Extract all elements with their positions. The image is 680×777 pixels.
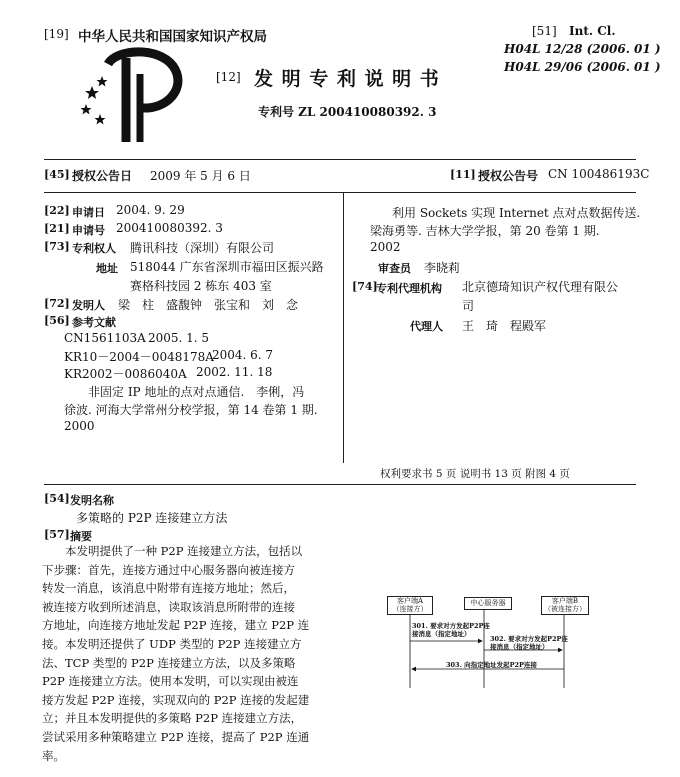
examiner-value: 李晓莉 — [424, 261, 461, 275]
grant-no-tag: [11] — [450, 168, 476, 181]
agency-line-2: 司 — [462, 299, 475, 313]
client-a-name: 客户端A — [396, 597, 424, 605]
patent-number: 专利号 ZL 200410080392. 3 — [258, 105, 437, 119]
rule-grant — [44, 192, 636, 193]
office-tag: [19] — [44, 27, 69, 41]
ref-text-left-3: 2000 — [64, 419, 95, 433]
ref-text-left-1: 非固定 IP 地址的点对点通信. 李俐，冯 — [88, 385, 305, 399]
grant-no-label: 授权公告号 — [478, 169, 539, 183]
inventor-label: 发明人 — [72, 299, 105, 312]
ref-text-right-2: 梁海勇等. 吉林大学学报，第 20 卷第 1 期. — [370, 224, 600, 238]
refs-label: 参考文献 — [72, 316, 116, 329]
ref-text-left-2: 徐波. 河海大学常州分校学报，第 14 卷第 1 期. — [64, 403, 318, 417]
agent-value: 王 琦 程殿军 — [462, 319, 547, 333]
client-b-box — [541, 596, 589, 615]
owner-value: 腾讯科技（深圳）有限公司 — [130, 241, 275, 255]
appno-tag: [21] — [44, 222, 70, 235]
abstract-line: 法、TCP 类型的 P2P 连接建立方法，以及多策略 — [42, 655, 296, 670]
rule-bottom — [44, 484, 636, 485]
abstract-tag: [57] — [44, 528, 70, 541]
abstract-line: 下步骤：首先，连接方通过中心服务器向被连接方 — [42, 562, 295, 577]
cnipa-logo-icon — [78, 44, 198, 144]
title-label: 发明名称 — [70, 494, 114, 507]
server-name: 中心服务器 — [470, 599, 506, 607]
abstract-line: 率。 — [42, 748, 65, 763]
abstract-line: 方地址，向连接方地址发起 P2P 连接，建立 P2P 连 — [42, 618, 310, 633]
abstract-line: 被连接方收到所述消息，读取该消息所附带的连接 — [42, 599, 295, 614]
address-line-1: 518044 广东省深圳市福田区振兴路 — [130, 260, 324, 274]
abstract-line: 接方发起 P2P 连接，实现双向的 P2P 连接的发起建 — [42, 692, 310, 707]
inventor-tag: [72] — [44, 297, 70, 310]
abstract-line: 尝试采用多种策略建立 P2P 连接，提高了 P2P 连通 — [42, 729, 310, 744]
message-301-line: 接消息（指定地址） — [412, 630, 471, 638]
message-302-line: 接消息（指定地址） — [490, 643, 549, 651]
ref-date: 2005. 1. 5 — [148, 331, 210, 345]
agency-tag: [74] — [352, 280, 378, 293]
abstract-label: 摘要 — [70, 530, 92, 543]
owner-tag: [73] — [44, 240, 70, 253]
abstract-text — [42, 542, 366, 765]
abstract-line: 接。本发明还提供了 UDP 类型的 P2P 连接建立方 — [42, 636, 302, 651]
message-301-line: 301. 要求对方发起P2P连 — [412, 622, 490, 630]
message-303: 303. 向指定地址发起P2P连接 — [446, 661, 537, 669]
grant-no-value: CN 100486193C — [548, 167, 650, 181]
address-label: 地址 — [96, 262, 118, 275]
doc-type: 发 明 专 利 说 明 书 — [254, 68, 440, 90]
ref-no: CN1561103A — [64, 331, 146, 345]
filing-value: 2004. 9. 29 — [116, 203, 185, 217]
abstract-line: 立；并且本发明提供的多策略 P2P 连接建立方法， — [42, 711, 303, 726]
abstract-line: P2P 连接建立方法。使用本发明，可以实现由被连 — [42, 674, 299, 689]
client-b-role: （被连接方） — [544, 605, 586, 613]
rule-top — [44, 159, 636, 160]
message-301 — [412, 622, 490, 638]
server-box — [464, 597, 512, 610]
title-tag: [54] — [44, 492, 70, 505]
filing-label: 申请日 — [72, 206, 105, 219]
ipc-1: H04L 12/28 (2006. 01 ) — [504, 42, 661, 56]
ref-text-right-3: 2002 — [370, 240, 401, 254]
ref-date: 2004. 6. 7 — [212, 348, 274, 362]
client-a-role: （连接方） — [392, 605, 428, 613]
message-302-line: 302. 要求对方发起P2P连 — [490, 635, 568, 643]
ref-no: KR2002－0086040A — [64, 367, 187, 381]
intcl-tag: [51] — [532, 24, 557, 38]
invention-title: 多策略的 P2P 连接建立方法 — [76, 511, 228, 525]
grant-date-tag: [45] — [44, 168, 70, 181]
client-a-box — [387, 596, 433, 615]
agency-label: 专利代理机构 — [376, 282, 442, 295]
address-line-2: 赛格科技园 2 栋东 403 室 — [130, 279, 272, 293]
column-divider — [343, 193, 344, 463]
owner-label: 专利权人 — [72, 242, 116, 255]
inventor-value: 梁 柱 盛馥钟 张宝和 刘 念 — [118, 298, 299, 312]
agency-line-1: 北京德琦知识产权代理有限公 — [462, 280, 619, 294]
refs-tag: [56] — [44, 314, 70, 327]
ref-no: KR10－2004－0048178A — [64, 350, 214, 364]
office-name: 中华人民共和国国家知识产权局 — [78, 29, 267, 45]
abstract-line: 本发明提供了一种 P2P 连接建立方法，包括以 — [42, 544, 303, 558]
message-302 — [490, 635, 568, 651]
grant-date-label: 授权公告日 — [72, 169, 133, 183]
intcl-label: Int. Cl. — [569, 24, 616, 38]
examiner-label: 审查员 — [378, 262, 411, 275]
ref-text-right-1: 利用 Sockets 实现 Internet 点对点数据传送. — [392, 206, 641, 220]
grant-date-value: 2009 年 5 月 6 日 — [150, 169, 251, 183]
client-b-name: 客户端B — [551, 597, 579, 605]
doc-type-tag: [12] — [216, 70, 241, 84]
ref-date: 2002. 11. 18 — [196, 365, 273, 379]
page-count: 权利要求书 5 页 说明书 13 页 附图 4 页 — [380, 468, 570, 480]
agent-label: 代理人 — [410, 320, 443, 333]
filing-tag: [22] — [44, 204, 70, 217]
appno-value: 200410080392. 3 — [116, 221, 223, 235]
appno-label: 申请号 — [72, 224, 105, 237]
abstract-line: 转发一消息，该消息中附带有连接方地址；然后， — [42, 581, 295, 596]
ipc-2: H04L 29/06 (2006. 01 ) — [504, 60, 661, 74]
